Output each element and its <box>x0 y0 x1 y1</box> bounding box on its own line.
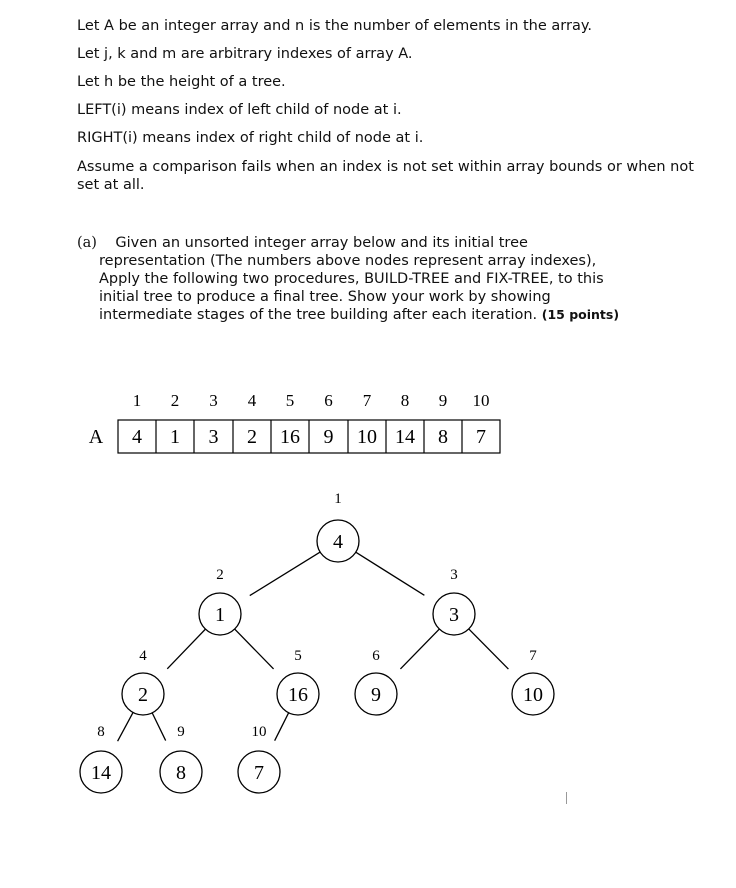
array-name: A <box>88 426 104 448</box>
tree-nodes <box>80 491 554 793</box>
definition-indexes: Let j, k and m are arbitrary indexes of array A. <box>77 46 413 62</box>
definition-right: RIGHT(i) means index of right child of node at i. <box>77 130 424 146</box>
tree-edge <box>250 552 320 596</box>
question-line-2: representation (The numbers above nodes represent array indexes), <box>99 253 597 269</box>
tree-node-index: 2 <box>216 567 224 583</box>
definition-left: LEFT(i) means index of left child of node at i. <box>77 102 402 118</box>
tree-node-index: 9 <box>177 724 185 740</box>
tree-node <box>160 724 202 793</box>
question-label: (a) <box>77 235 97 251</box>
question-line-5: intermediate stages of the tree building after each iteration. <box>99 307 538 323</box>
array-index-label: 6 <box>324 391 333 410</box>
question-line-3: Apply the following two procedures, BUILD-TREE and FIX-TREE, to this <box>99 271 604 287</box>
array-cell-value: 16 <box>280 426 300 448</box>
tree-edge <box>118 712 133 741</box>
array-cell-value: 7 <box>476 426 486 448</box>
tree-node-value: 10 <box>523 684 543 706</box>
tree-edge <box>275 713 289 741</box>
array-index-label: 8 <box>400 391 410 410</box>
tree-node-index: 6 <box>372 648 380 664</box>
array-cell-value: 9 <box>323 426 334 448</box>
tree-node <box>80 724 122 793</box>
array-diagram <box>89 391 500 453</box>
definition-array: Let A be an integer array and n is the number of elements in the array. <box>77 18 592 34</box>
array-cell-value: 10 <box>357 426 377 448</box>
tree-node-value: 14 <box>91 762 111 784</box>
tree-node <box>317 491 359 562</box>
tree-node-index: 10 <box>251 724 267 740</box>
tree-node-index: 3 <box>450 567 458 583</box>
tree-node-value: 1 <box>215 604 225 626</box>
tree-edge <box>235 629 274 669</box>
array-cell-value: 1 <box>170 426 180 448</box>
array-index-label: 5 <box>285 391 295 410</box>
array-index-label: 10 <box>472 391 490 410</box>
tree-node-index: 7 <box>529 648 537 664</box>
array-index-label: 1 <box>132 391 142 410</box>
array-cell-value: 14 <box>395 426 415 448</box>
tree-node-value: 8 <box>176 762 186 784</box>
tree-node <box>199 567 241 635</box>
tree-edge <box>356 552 425 595</box>
definition-height: Let h be the height of a tree. <box>77 74 286 90</box>
tree-node-value: 16 <box>288 684 308 706</box>
tree-node <box>512 648 554 715</box>
tree-node-index: 1 <box>334 491 342 507</box>
array-cell-value: 2 <box>247 426 257 448</box>
array-index-label: 3 <box>209 391 218 410</box>
tree-node-value: 2 <box>138 684 148 706</box>
tree-node-index: 8 <box>97 724 105 740</box>
tree-node-index: 4 <box>139 648 147 664</box>
array-index-label: 9 <box>438 391 448 410</box>
question-first-line: Given an unsorted integer array below and its initial tree <box>115 235 528 251</box>
array-index-label: 2 <box>170 391 180 410</box>
tree-edge <box>167 629 205 669</box>
tree-node <box>277 648 319 715</box>
array-index-label: 4 <box>247 391 257 410</box>
question-line-4: initial tree to produce a final tree. Show your work by showing <box>99 289 551 305</box>
tree-node <box>238 724 280 793</box>
tree-node <box>355 648 397 715</box>
definition-comparison: Assume a comparison fails when an index is not set within array bounds or when not set at all. <box>77 159 694 193</box>
tree-node-value: 9 <box>371 684 381 706</box>
text-cursor <box>566 792 567 804</box>
tree-node <box>122 648 164 715</box>
tree-node <box>433 567 475 635</box>
tree-node-value: 7 <box>254 762 264 784</box>
tree-node-value: 4 <box>333 531 343 553</box>
array-index-label: 7 <box>362 391 372 410</box>
tree-node-index: 5 <box>294 648 302 664</box>
tree-edge <box>469 629 509 669</box>
tree-edge <box>152 713 165 741</box>
tree-edge <box>400 629 439 669</box>
array-cell-value: 4 <box>132 426 142 448</box>
tree-node-value: 3 <box>449 604 459 626</box>
question-points: (15 points) <box>541 307 620 322</box>
array-cell-value: 3 <box>208 426 219 448</box>
array-cell-value: 8 <box>438 426 448 448</box>
